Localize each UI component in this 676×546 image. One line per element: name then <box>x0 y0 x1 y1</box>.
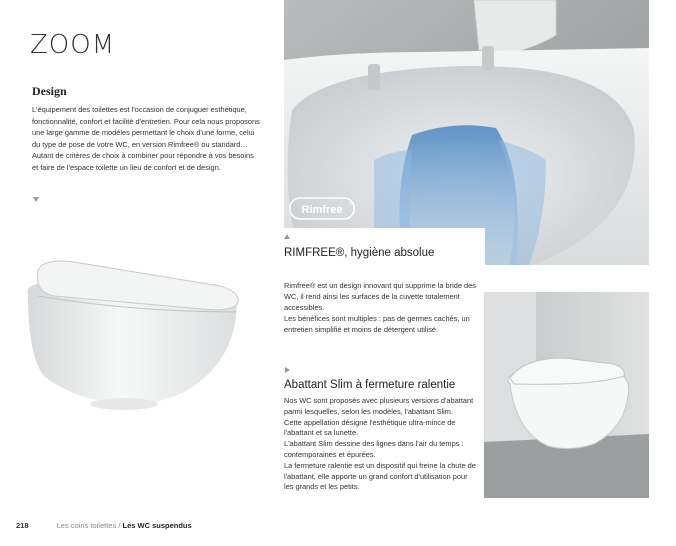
brand-title: ZOOM <box>30 30 116 60</box>
slim-heading: Abattant Slim à fermeture ralentie <box>284 379 456 391</box>
design-heading: Design <box>32 84 67 98</box>
slim-paragraph <box>284 396 479 493</box>
slim-body-2: Cette appellation désigne l'esthétique ultra-mince de l'abattant et sa lunette. <box>284 417 456 438</box>
svg-text:®: ® <box>349 201 352 206</box>
slim-body-1: Nos WC sont proposés avec plusieurs versions d'abattant parmi lesquelles, selon les modèles, l'abattant Slim. <box>284 396 474 416</box>
triangle-down-icon <box>33 197 39 202</box>
rimfree-paragraph <box>284 281 479 336</box>
page-footer <box>16 521 192 530</box>
triangle-right-icon <box>285 367 290 373</box>
wall-hung-wc-photo <box>14 226 254 426</box>
breadcrumb-separator: / <box>116 521 123 530</box>
rimfree-body-2: Les bénéfices sont multiples : pas de germes cachés, un entretien simplifié et moins de détergent utilisé. <box>284 313 470 334</box>
breadcrumb-section: Les coins toilettes <box>56 521 117 530</box>
design-paragraph: L'équipement des toilettes est l'occasion de conjuguer esthétique, fonctionnalité, confort et facilité d'entretien. Pour cela nous proposons une large gamme de modèles permettant le choix d'une forme, celui du type de pose de votre WC, en version Rimfree® ou standard… Autant de critères de choix à combiner pour répondre à vos besoins et faire de l'espace toilette un lieu de confort et de design. <box>32 105 260 172</box>
slim-body-3: L'abattant Slim dessine des lignes dans l'air du temps : contemporaines et épurées. <box>284 439 464 459</box>
installed-wc-photo <box>484 292 649 498</box>
page-number: 218 <box>16 521 29 530</box>
breadcrumb-current: Les WC suspendus <box>122 521 192 530</box>
rimfree-bowl-photo <box>284 0 649 265</box>
rimfree-body-1: Rimfree® est un design innovant qui supprime la bride des WC, il rend ainsi les surfaces de la cuvette totalement accessibles. <box>284 281 476 312</box>
rimfree-heading: RIMFREE®, hygiène absolue <box>284 247 435 259</box>
rimfree-logo-text: Rimfree <box>301 204 343 216</box>
slim-body-4: La fermeture ralentie est un dispositif qui freine la chute de l'abattant, elle apporte un grand confort d'utilisation pour les grands et les petits. <box>284 460 476 492</box>
triangle-up-icon <box>284 234 290 239</box>
